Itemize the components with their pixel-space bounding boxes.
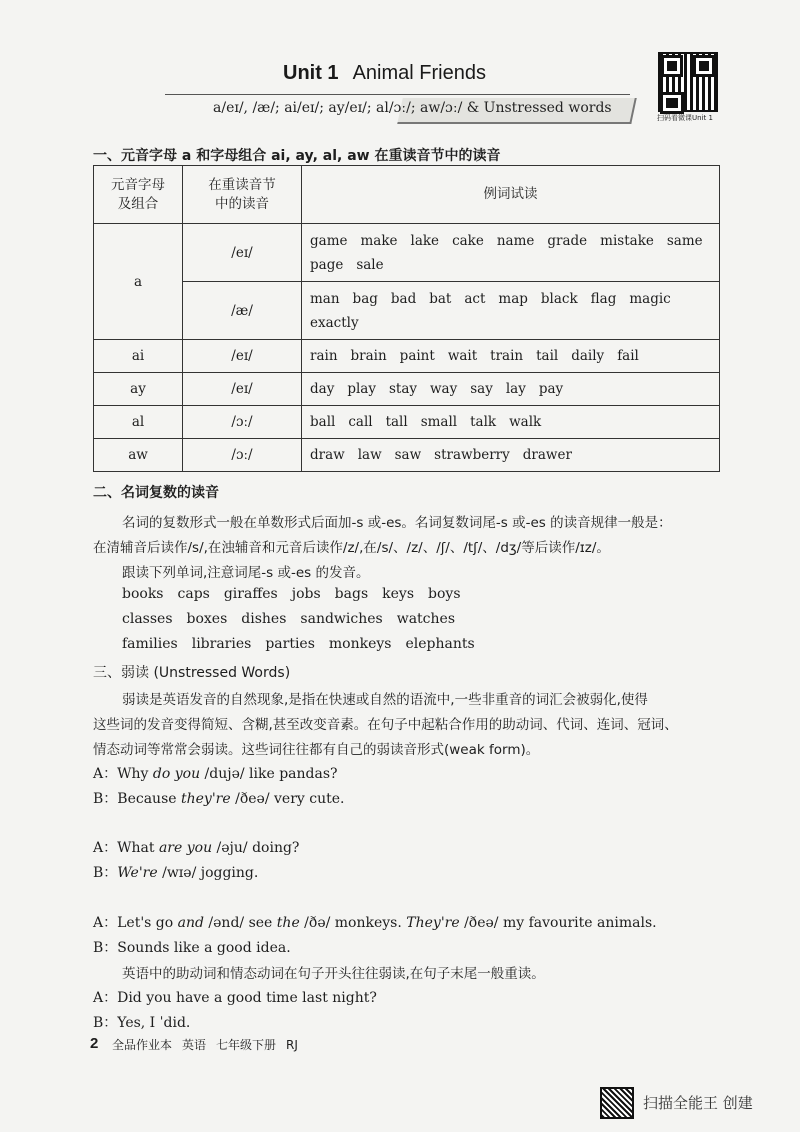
- sound-text: /eɪ/: [231, 381, 253, 397]
- dialogue-line: [93, 837, 299, 857]
- example-word: tail: [536, 348, 559, 364]
- letter-cell: [94, 373, 183, 406]
- example-word: bad: [390, 290, 417, 307]
- example-word: draw: [310, 447, 345, 463]
- sound-text: /æ/: [231, 302, 253, 319]
- sound-cell: [183, 282, 302, 340]
- section2-paragraph-line1: 名词的复数形式一般在单数形式后面加-s 或-es。名词复数词尾-s 或-es 的读音规律一般是：: [122, 515, 672, 531]
- section3-heading: 三、弱读 (Unstressed Words): [93, 665, 291, 681]
- example-word: say: [470, 381, 493, 397]
- section3-note: 英语中的助动词和情态动词在句子开头往往弱读,在句子末尾一般重读。: [122, 966, 545, 982]
- subject: 英语: [182, 1038, 207, 1052]
- plural-word-row: [122, 586, 475, 602]
- example-word: sale: [356, 256, 384, 273]
- plural-word: caps: [177, 586, 210, 602]
- example-word: man: [310, 290, 340, 307]
- col-letter-header-text: 元音字母 及组合: [111, 176, 165, 212]
- example-word: play: [347, 381, 376, 397]
- sound-text: /ɔː/: [231, 447, 253, 463]
- col-sound-header: [183, 166, 302, 224]
- dialogue-line: [93, 763, 338, 783]
- letter-text: a: [133, 273, 143, 290]
- dialogue-line: [93, 912, 657, 932]
- weak-form-words: We're: [117, 865, 158, 881]
- plural-word: boys: [428, 586, 461, 602]
- example-word: fail: [617, 348, 639, 364]
- plural-word: watches: [396, 611, 456, 627]
- dialogue-text: /ðə/ monkeys.: [299, 915, 407, 931]
- letter-text: ay: [130, 381, 146, 397]
- example-word: lay: [505, 381, 526, 397]
- sound-cell: [183, 373, 302, 406]
- example-word: train: [490, 348, 524, 364]
- table-row: [94, 406, 720, 439]
- example-word: drawer: [522, 447, 572, 463]
- weak-form-words: and: [177, 915, 204, 931]
- example-words: [302, 373, 720, 406]
- example-word: strawberry: [434, 447, 510, 463]
- dialogue-line: A：Did you have a good time last night?: [93, 990, 377, 1006]
- vowel-table: [93, 165, 720, 472]
- sound-text: /ɔː/: [231, 414, 253, 430]
- plural-word-row: [122, 611, 469, 627]
- example-word: page: [310, 256, 344, 273]
- dialogue-line: B：Sounds like a good idea.: [93, 940, 291, 956]
- example-word: magic: [629, 290, 671, 307]
- example-word: game: [310, 232, 348, 249]
- example-word: ball: [310, 414, 336, 430]
- example-word: bag: [352, 290, 378, 307]
- plural-word: families: [122, 636, 178, 652]
- qr-caption: 扫码看微课Unit 1: [657, 114, 713, 122]
- example-word: saw: [394, 447, 422, 463]
- dialogue-text: /dujə/ like pandas?: [200, 766, 338, 782]
- dialogue-text: /əju/ doing?: [212, 840, 300, 856]
- plural-word: sandwiches: [300, 611, 383, 627]
- unit-title: [283, 62, 486, 85]
- dialogue-line: [93, 788, 344, 808]
- plural-word: libraries: [191, 636, 252, 652]
- example-word: black: [540, 290, 578, 307]
- weak-form-words: do you: [152, 766, 201, 782]
- table-row: [94, 282, 720, 340]
- col-letter-header: [94, 166, 183, 224]
- example-word: paint: [399, 348, 435, 364]
- dialogue-text: A：Let's go: [93, 915, 178, 931]
- grade: 七年级下册: [216, 1038, 277, 1052]
- col-examples-header: [302, 166, 720, 224]
- header-rule: [165, 94, 630, 95]
- plural-word: giraffes: [223, 586, 278, 602]
- weak-form-words: They're: [406, 915, 460, 931]
- plural-word: classes: [122, 611, 173, 627]
- sound-cell: [183, 406, 302, 439]
- table-row: [94, 340, 720, 373]
- section3-paragraph-line1: 弱读是英语发音的自然现象,是指在快速或自然的语流中,一些非重音的词汇会被弱化,使得: [122, 692, 648, 708]
- letter-cell: [94, 340, 183, 373]
- dialogue-text: A：Why: [93, 766, 153, 782]
- example-word: same: [666, 232, 703, 249]
- example-words: [302, 340, 720, 373]
- col-sound-header-text: 在重读音节 中的读音: [208, 176, 276, 212]
- example-word: mistake: [600, 232, 654, 249]
- sound-text: /eɪ/: [231, 244, 253, 261]
- sound-cell: [183, 340, 302, 373]
- table-row: [94, 373, 720, 406]
- example-word: day: [310, 381, 335, 397]
- weak-form-words: the: [276, 915, 300, 931]
- plural-word: parties: [265, 636, 315, 652]
- example-words: [302, 439, 720, 472]
- plural-word: books: [122, 586, 164, 602]
- example-word: cake: [452, 232, 484, 249]
- dialogue-line: [93, 862, 258, 882]
- example-word: tall: [385, 414, 408, 430]
- section2-paragraph-line2: 在清辅音后读作/s/,在浊辅音和元音后读作/z/,在/s/、/z/、/ʃ/、/tʃ/、/dʒ/等后读作/ɪz/。: [93, 540, 610, 556]
- example-words: [302, 406, 720, 439]
- example-word: wait: [447, 348, 478, 364]
- example-word: brain: [350, 348, 387, 364]
- sound-cell: [183, 439, 302, 472]
- weak-form-words: are you: [158, 840, 213, 856]
- scanner-qr-icon: [600, 1087, 634, 1119]
- example-word: lake: [410, 232, 440, 249]
- dialogue-text: /wɪə/ jogging.: [157, 865, 259, 881]
- section1-heading: 一、元音字母 a 和字母组合 ai, ay, al, aw 在重读音节中的读音: [93, 148, 501, 164]
- dialogue-text: /ðeə/ very cute.: [230, 791, 345, 807]
- section3-paragraph-line3: 情态动词等常常会弱读。这些词往往都有自己的弱读音形式(weak form)。: [93, 742, 540, 758]
- plural-word-row: [122, 636, 489, 652]
- example-word: way: [430, 381, 458, 397]
- plural-word: boxes: [186, 611, 228, 627]
- letter-cell: [94, 406, 183, 439]
- letter-text: al: [131, 414, 145, 430]
- dialogue-text: B：Because: [93, 791, 181, 807]
- example-word: stay: [388, 381, 417, 397]
- table-header-row: [94, 166, 720, 224]
- example-word: pay: [538, 381, 564, 397]
- example-word: flag: [590, 290, 617, 307]
- example-word: law: [357, 447, 382, 463]
- book-footer: [112, 1036, 308, 1053]
- example-word: bat: [429, 290, 452, 307]
- example-word: walk: [509, 414, 542, 430]
- phonics-subtitle: a/eɪ/, /æ/; ai/eɪ/; ay/eɪ/; al/ɔː/; aw/ɔː/ & Unstressed words: [213, 100, 612, 116]
- section2-instruction: 跟读下列单词,注意词尾-s 或-es 的发音。: [122, 565, 370, 581]
- example-word: act: [464, 290, 486, 307]
- plural-word: bags: [334, 586, 369, 602]
- example-word: small: [420, 414, 458, 430]
- letter-cell: [94, 224, 183, 340]
- example-word: exactly: [310, 314, 359, 331]
- example-word: call: [348, 414, 373, 430]
- letter-text: ai: [131, 348, 145, 364]
- col-examples-header-text: 例词试读: [483, 186, 538, 202]
- example-word: make: [360, 232, 398, 249]
- plural-word: dishes: [241, 611, 287, 627]
- sound-text: /eɪ/: [231, 348, 253, 364]
- letter-text: aw: [128, 447, 148, 463]
- edition: RJ: [286, 1038, 298, 1052]
- plural-word: jobs: [291, 586, 321, 602]
- example-word: name: [496, 232, 535, 249]
- weak-form-words: they're: [181, 791, 231, 807]
- page-number: 2: [90, 1035, 99, 1052]
- qr-code-corner: [660, 92, 684, 114]
- unit-number: Unit 1: [283, 62, 339, 84]
- example-word: map: [498, 290, 528, 307]
- table-row: [94, 224, 720, 282]
- example-word: talk: [470, 414, 497, 430]
- example-words: [302, 282, 720, 340]
- dialogue-text: B：: [93, 865, 118, 881]
- example-word: rain: [310, 348, 338, 364]
- plural-word: keys: [382, 586, 415, 602]
- dialogue-text: /ənd/ see: [203, 915, 277, 931]
- plural-word: monkeys: [328, 636, 392, 652]
- example-words: [302, 224, 720, 282]
- example-word: grade: [547, 232, 588, 249]
- book-title: 全品作业本: [112, 1038, 173, 1052]
- sound-cell: [183, 224, 302, 282]
- unit-name: Animal Friends: [352, 62, 486, 84]
- example-word: daily: [571, 348, 605, 364]
- letter-cell: [94, 439, 183, 472]
- table-row: [94, 439, 720, 472]
- scanner-watermark: 扫描全能王 创建: [643, 1094, 753, 1112]
- dialogue-line: B：Yes, I ˈdid.: [93, 1015, 191, 1031]
- section3-paragraph-line2: 这些词的发音变得简短、含糊,甚至改变音素。在句子中起粘合作用的助动词、代词、连词、冠词、: [93, 717, 678, 733]
- dialogue-text: /ðeə/ my favourite animals.: [459, 915, 657, 931]
- dialogue-text: A：What: [93, 840, 159, 856]
- plural-word: elephants: [405, 636, 475, 652]
- section2-heading: 二、名词复数的读音: [93, 485, 219, 501]
